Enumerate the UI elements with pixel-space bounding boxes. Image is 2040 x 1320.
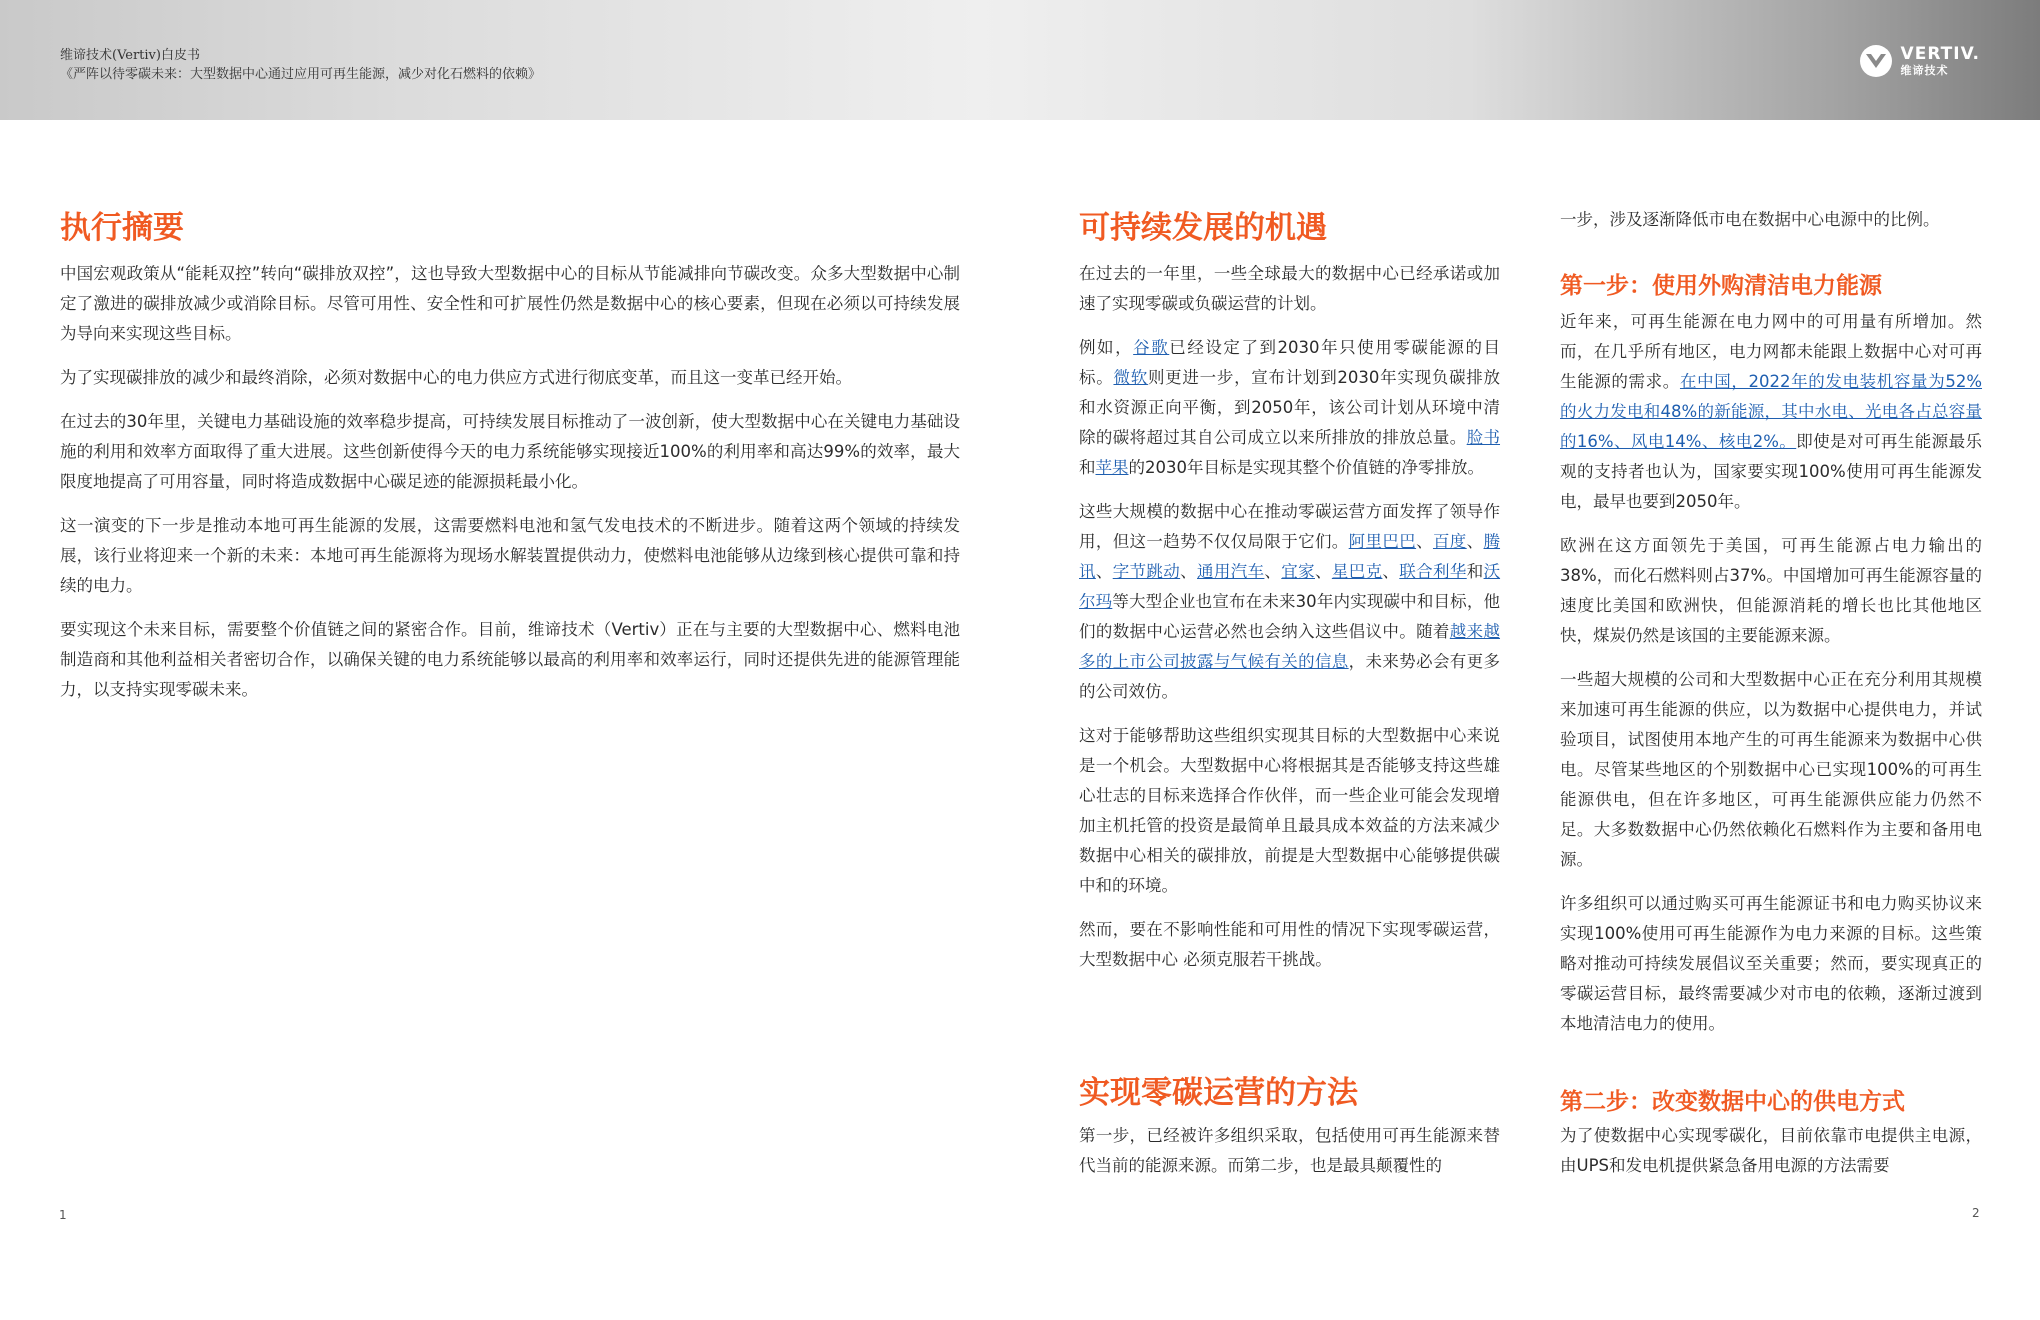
executive-summary-body (60, 259, 960, 705)
step1-paragraph: 近年来，可再生能源在电力网中的可用量有所增加。然而，在几乎所有地区，电力网都未能跟上数据中心对可再生能源的需求。在中国，2022年的发电装机容量为52%的火力发电和48%的新能源，其中水电、光电各占总容量的16%、风电14%、核电2%。即使是对可再生能源最乐观的支持者也认为，国家要实现100%使用可再生能源发电，最早也要到2050年。 (1560, 312, 1983, 511)
summary-paragraph: 要实现这个未来目标，需要整个价值链之间的紧密合作。目前，维谛技术（Vertiv）正在与主要的大型数据中心、燃料电池制造商和其他利益相关者密切合作，以确保关键的电力系统能够以最高的利用率和效率运行，同时还提供先进的能源管理能力，以支持实现零碳未来。 (60, 620, 960, 699)
link-unilever[interactable]: 联合利华 (1399, 562, 1467, 581)
link-microsoft[interactable]: 微软 (1113, 368, 1148, 387)
header-band (0, 0, 2040, 120)
approach-paragraph-continued: 一步，涉及逐渐降低市电在数据中心电源中的比例。 (1560, 210, 1940, 229)
sustainability-paragraph: 这对于能够帮助这些组织实现其目标的大型数据中心来说是一个机会。大型数据中心将根据其是否能够支持这些雄心壮志的目标来选择合作伙伴，而一些企业可能会发现增加主机托管的投资是最简单且最具成本效益的方法来减少数据中心相关的碳排放，前提是大型数据中心能够提供碳中和的环境。 (1079, 726, 1500, 895)
sustainability-paragraph: 在过去的一年里，一些全球最大的数据中心已经承诺或加速了实现零碳或负碳运营的计划。 (1079, 264, 1500, 313)
step2-body (1560, 1121, 1982, 1181)
link-starbucks[interactable]: 星巴克 (1331, 562, 1383, 581)
link-ikea[interactable]: 宜家 (1281, 562, 1315, 581)
vertiv-chevron-icon (1859, 44, 1893, 78)
logo-wordmark: VERTIV. (1900, 43, 1980, 64)
logo-chinese-name: 维谛技术 (1900, 63, 1949, 77)
step2-paragraph: 为了使数据中心实现零碳化，目前依靠市电提供主电源，由UPS和发电机提供紧急备用电源的方法需要 (1560, 1126, 1982, 1175)
summary-paragraph: 中国宏观政策从“能耗双控”转向“碳排放双控”，这也导致大型数据中心的目标从节能减排向节碳改变。众多大型数据中心制定了激进的碳排放减少或消除目标。尽管可用性、安全性和可扩展性仍然是数据中心的核心要素，但现在必须以可持续发展为导向来实现这些目标。 (60, 264, 960, 343)
link-facebook[interactable]: 脸书 (1466, 428, 1501, 447)
whitepaper-label: 维谛技术(Vertiv)白皮书 (60, 48, 200, 63)
summary-paragraph: 这一演变的下一步是推动本地可再生能源的发展，这需要燃料电池和氢气发电技术的不断进步。随着这两个领域的持续发展，该行业将迎来一个新的未来：本地可再生能源将为现场水解装置提供动力，使燃料电池能够从边缘到核心提供可靠和持续的电力。 (60, 516, 960, 595)
zero-carbon-approach-title: 实现零碳运营的方法 (1079, 1075, 1358, 1111)
approach-paragraph: 第一步，已经被许多组织采取，包括使用可再生能源来替代当前的能源来源。而第二步，也是最具颠覆性的 (1079, 1126, 1500, 1175)
vertiv-logo (1859, 41, 1980, 81)
executive-summary-title: 执行摘要 (60, 210, 184, 246)
link-apple[interactable]: 苹果 (1095, 458, 1129, 477)
link-china-capacity[interactable]: 在中国，2022年的发电装机容量为52%的火力发电和48%的新能源，其中水电、光电各占总容量的16%、风电14%、核电2%。 (1560, 372, 1983, 451)
step1-paragraph: 欧洲在这方面领先于美国，可再生能源占电力输出的38%，而化石燃料则占37%。中国增加可再生能源容量的速度比美国和欧洲快，但能源消耗的增长也比其他地区快，煤炭仍然是该国的主要能源来源。 (1560, 536, 1982, 645)
page-number-left: 1 (59, 1208, 67, 1222)
step2-title: 第二步：改变数据中心的供电方式 (1560, 1089, 1905, 1115)
approach-continuation (1560, 205, 1982, 235)
sustainability-opportunity-title: 可持续发展的机遇 (1079, 210, 1327, 246)
link-google[interactable]: 谷歌 (1133, 338, 1170, 357)
zero-carbon-approach-body (1079, 1121, 1500, 1181)
sustainability-paragraph: 例如，谷歌已经设定了到2030年只使用零碳能源的目标。微软则更进一步，宣布计划到2030年实现负碳排放和水资源正向平衡，到2050年，该公司计划从环境中清除的碳将超过其自公司成立以来所排放的排放总量。脸书和苹果的2030年目标是实现其整个价值链的净零排放。 (1079, 338, 1501, 477)
sustainability-paragraph: 然而，要在不影响性能和可用性的情况下实现零碳运营，大型数据中心 必须克服若干挑战。 (1079, 920, 1500, 969)
summary-paragraph: 在过去的30年里，关键电力基础设施的效率稳步提高，可持续发展目标推动了一波创新，使大型数据中心在关键电力基础设施的利用和效率方面取得了重大进展。这些创新使得今天的电力系统能够实现接近100%的利用率和高达99%的效率，最大限度地提高了可用容量，同时将造成数据中心碳足迹的能源损耗最小化。 (60, 412, 960, 491)
page-number-right: 2 (1972, 1206, 1980, 1220)
sustainability-body (1079, 259, 1500, 975)
summary-paragraph: 为了实现碳排放的减少和最终消除，必须对数据中心的电力供应方式进行彻底变革，而且这一变革已经开始。 (60, 368, 852, 387)
link-bytedance[interactable]: 字节跳动 (1112, 562, 1181, 581)
step1-title: 第一步：使用外购清洁电力能源 (1560, 273, 1882, 299)
link-alibaba[interactable]: 阿里巴巴 (1348, 532, 1417, 551)
step1-body (1560, 307, 1982, 1039)
link-tencent[interactable]: 腾讯 (1079, 532, 1501, 581)
link-general-motors[interactable]: 通用汽车 (1197, 562, 1265, 581)
link-baidu[interactable]: 百度 (1432, 532, 1467, 551)
sustainability-paragraph: 这些大规模的数据中心在推动零碳运营方面发挥了领导作用，但这一趋势不仅仅局限于它们。阿里巴巴、百度、腾讯、字节跳动、通用汽车、宜家、星巴克、联合利华和沃尔玛等大型企业也宣布在未来30年内实现碳中和目标，他们的数据中心运营必然也会纳入这些倡议中。随着越来越多的上市公司披露与气候有关的信息，未来势必会有更多的公司效仿。 (1079, 502, 1501, 701)
step1-paragraph: 许多组织可以通过购买可再生能源证书和电力购买协议来实现100%使用可再生能源作为电力来源的目标。这些策略对推动可持续发展倡议至关重要；然而，要实现真正的零碳运营目标，最终需要减少对市电的依赖，逐渐过渡到本地清洁电力的使用。 (1560, 894, 1982, 1033)
step1-paragraph: 一些超大规模的公司和大型数据中心正在充分利用其规模来加速可再生能源的供应，以为数据中心提供电力，并试验项目，试图使用本地产生的可再生能源来为数据中心供电。尽管某些地区的个别数据中心已实现100%的可再生能源供电，但在许多地区，可再生能源供应能力仍然不足。大多数数据中心仍然依赖化石燃料作为主要和备用电源。 (1560, 670, 1982, 869)
link-climate-disclosure[interactable]: 越来越多的上市公司披露与气候有关的信息 (1079, 622, 1501, 671)
link-walmart[interactable]: 沃尔玛 (1079, 562, 1501, 611)
whitepaper-title: 《严阵以待零碳未来：大型数据中心通过应用可再生能源，减少对化石燃料的依赖》 (60, 67, 542, 82)
